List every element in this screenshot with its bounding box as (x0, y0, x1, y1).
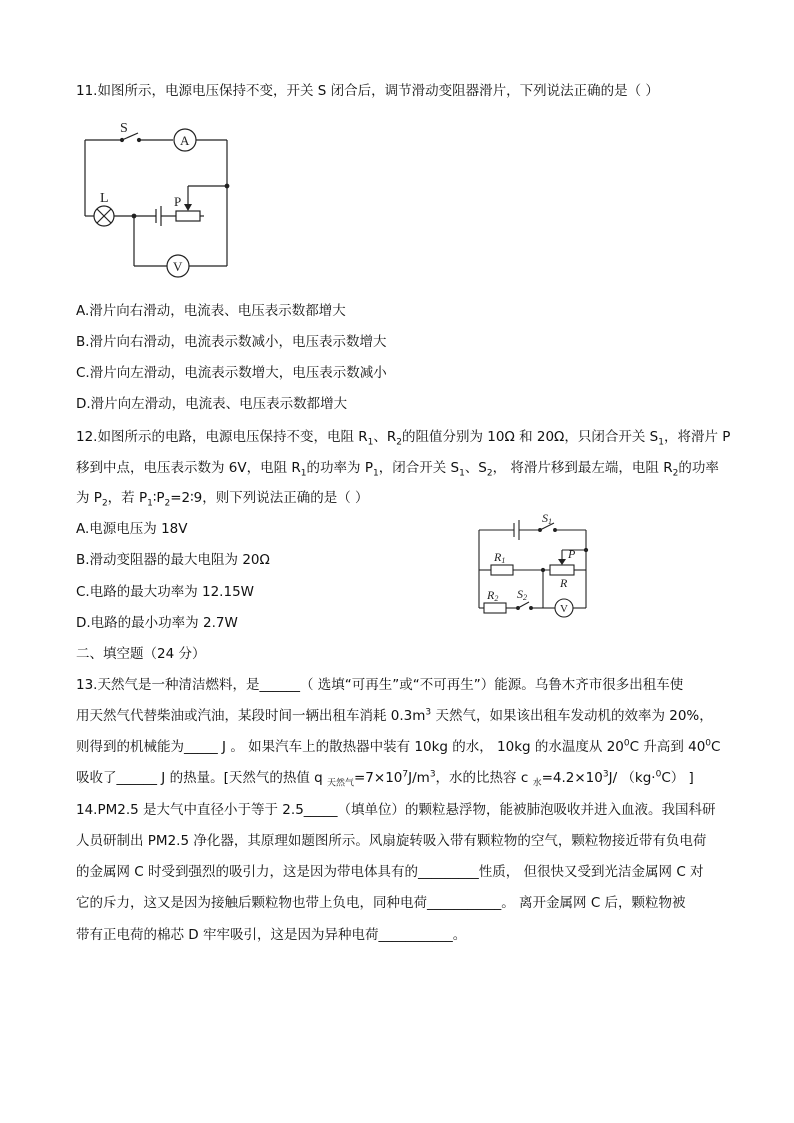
q12-label-P: P (568, 547, 576, 561)
q11-option-d: D.滑片向左滑动，电流表、电压表示数都增大 (76, 396, 348, 412)
q14-line-1: 14.PM2.5 是大气中直径小于等于 2.5_____（填单位）的颗粒悬浮物，能被肺泡吸收并进入血液。我国科研 (76, 802, 716, 818)
q13-line-3: 则得到的机械能为_____ J 。 如果汽车上的散热器中装有 10kg 的水， 10kg 的水温度从 $20^0C$ 升高到 $40^0C$ (76, 738, 721, 755)
q12-circuit-diagram (474, 510, 604, 620)
q12-stem-line-3: 为 $P_2$，若 $P_1∶P_2=2∶9$，则下列说法正确的是（ ） (76, 490, 369, 509)
q12-label-V: V (560, 603, 568, 615)
q13-line-4: 吸收了______ J 的热量。[天然气的热值 q $_{天然气}=7\times 10^7J/m^3$，水的比热容 c $_水=4.2\times 10^3J/$ （kg·$^0$C） ] (76, 769, 694, 789)
q12-label-S2: S2 (517, 587, 527, 602)
q12-stem-line-1: 12.如图所示的电路，电源电压保持不变，电阻 $R_1$、$R_2$的阻值分别为 10Ω 和 20Ω，只闭合开关 $S_1$，将滑片 P (76, 429, 731, 448)
q11-label-S: S (120, 121, 128, 136)
q11-stem: 11.如图所示，电源电压保持不变，开关 S 闭合后，调节滑动变阻器滑片，下列说法正确的是（ ） (76, 83, 659, 99)
q11-label-P: P (174, 194, 182, 209)
q11-option-b: B.滑片向右滑动，电流表示数减小，电压表示数增大 (76, 334, 387, 350)
q12-option-c: C.电路的最大功率为 12.15W (76, 584, 255, 600)
q12-label-R1: R1 (494, 550, 506, 565)
q12-label-R2: R2 (487, 588, 499, 603)
q12-option-d: D.电路的最小功率为 2.7W (76, 615, 238, 631)
q13-line-1: 13.天然气是一种清洁燃料，是______（ 选填“可再生”或“不可再生”）能源。乌鲁木齐市很多出租车使 (76, 677, 684, 693)
q12-label-S1: S1 (542, 511, 552, 526)
q12-option-b: B.滑动变阻器的最大电阻为 20Ω (76, 552, 270, 568)
q12-label-R: R (560, 576, 568, 590)
q14-line-3: 的金属网 C 时受到强烈的吸引力，这是因为带电体具有的_________性质， 但很快又受到光洁金属网 C 对 (76, 864, 704, 880)
q12-stem-line-2: 移到中点，电压表示数为 6V，电阻 $R_1$的功率为 $P_1$，闭合开关 $S_1$、$S_2$， 将滑片移到最左端，电阻 $R_2$的功率 (76, 460, 719, 479)
section-heading: 二、填空题（24 分） (76, 646, 206, 662)
q14-line-5: 带有正电荷的棉芯 D 牢牢吸引，这是因为异种电荷___________。 (76, 927, 467, 943)
q11-label-A: A (180, 133, 190, 148)
q14-line-4: 它的斥力，这又是因为接触后颗粒物也带上负电，同种电荷___________。 离开金属网 C 后，颗粒物被 (76, 895, 686, 911)
q14-line-2: 人员研制出 PM2.5 净化器，其原理如题图所示。风扇旋转吸入带有颗粒物的空气，颗粒物接近带有负电荷 (76, 833, 707, 849)
q11-circuit-diagram (80, 118, 240, 278)
q12-option-a: A.电源电压为 18V (76, 521, 188, 537)
q11-option-c: C.滑片向左滑动，电流表示数增大，电压表示数减小 (76, 365, 387, 381)
q11-option-a: A.滑片向右滑动，电流表、电压表示数都增大 (76, 303, 346, 319)
q11-label-V: V (173, 259, 183, 274)
q13-line-2: 用天然气代替柴油或汽油，某段时间一辆出租车消耗 $0.3m^3$ 天然气，如果该出租车发动机的效率为 20%， (76, 707, 713, 724)
q11-label-L: L (100, 191, 109, 206)
